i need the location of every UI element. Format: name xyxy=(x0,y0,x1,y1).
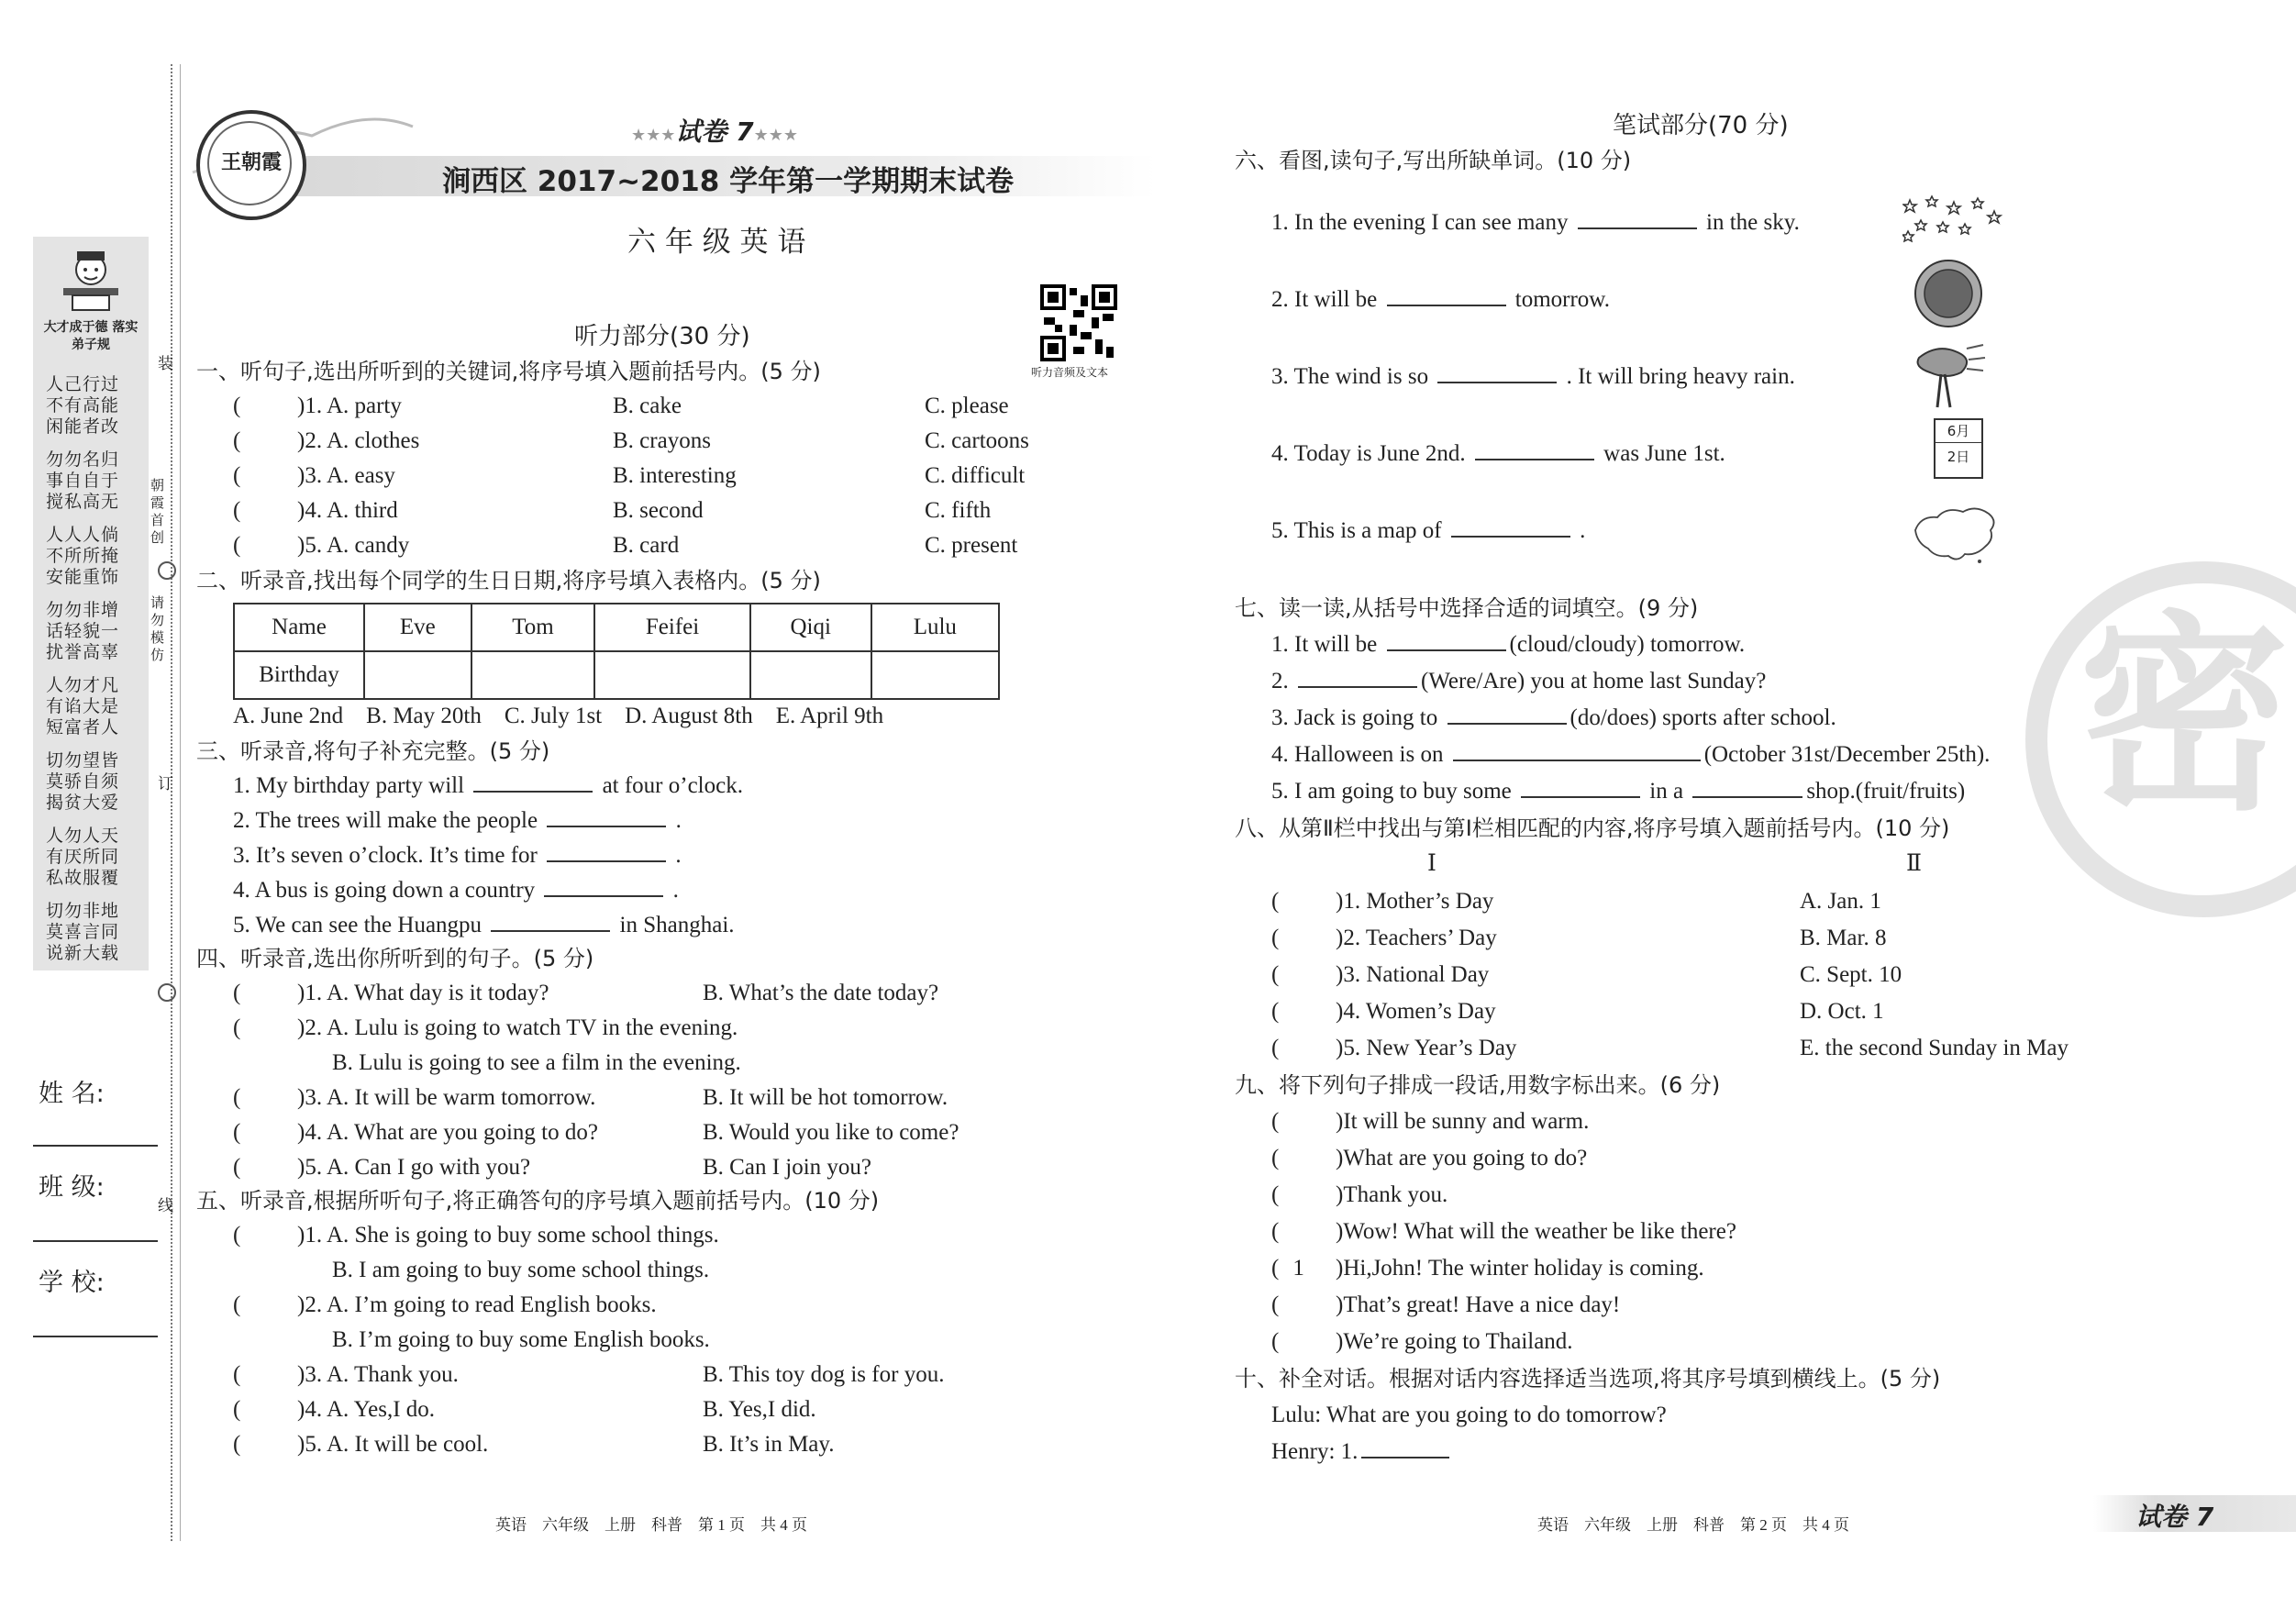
question-item xyxy=(233,389,1009,424)
logo-text: 王朝霞 xyxy=(220,150,282,174)
answer-paren[interactable]: ( xyxy=(233,981,241,1005)
motto-line: 勿勿非增 xyxy=(46,600,120,620)
option-c: C. present xyxy=(925,533,1018,558)
sentence-end: . xyxy=(675,843,682,868)
answer-paren[interactable]: ( xyxy=(1271,999,1280,1024)
answer-paren[interactable]: ( xyxy=(233,1155,241,1180)
sentence-start: 1. In the evening I can see many xyxy=(1271,210,1569,235)
table-header: Tom xyxy=(471,604,595,651)
option: E. April 9th xyxy=(775,704,884,728)
windy-tree-icon xyxy=(1910,339,1987,411)
answer-blank[interactable] xyxy=(547,805,666,827)
sentence: )Thank you. xyxy=(1336,1182,1448,1207)
motto-line: 安能重饰 xyxy=(46,567,120,587)
motto-line: 不所所掩 xyxy=(46,546,120,566)
table-header-row xyxy=(234,604,999,651)
match-left: )3. National Day xyxy=(1336,962,1490,987)
match-right: A. Jan. 1 xyxy=(1800,889,1881,914)
dialogue-speaker: Henry: 1. xyxy=(1271,1439,1359,1464)
question-item xyxy=(1271,437,1725,471)
question-item xyxy=(233,838,682,873)
answer-paren[interactable]: ( xyxy=(233,1120,241,1145)
question-item xyxy=(1271,1178,1447,1213)
class-field[interactable] xyxy=(33,1240,158,1242)
answer-blank[interactable] xyxy=(1387,284,1506,306)
answer-paren[interactable]: ( xyxy=(1271,926,1280,950)
section-2-title: 二、听录音,找出每个同学的生日日期,将序号填入表格内。(5 分) xyxy=(196,568,821,593)
sentence-end: (do/does) sports after school. xyxy=(1569,705,1836,730)
motto-line: 人己行过 xyxy=(46,374,120,394)
table-header: Feifei xyxy=(594,604,750,651)
section-2-options xyxy=(233,699,883,734)
answer-blank[interactable] xyxy=(547,840,666,862)
motto-line: 话轻貌一 xyxy=(46,621,120,641)
option-a: )3. A. It will be warm tomorrow. xyxy=(297,1085,596,1110)
sentence: )Wow! What will the weather be like there? xyxy=(1336,1219,1736,1244)
section-4-title: 四、听录音,选出你所听到的句子。(5 分) xyxy=(196,946,594,971)
exam-badge: ★★★试卷 7★★★ xyxy=(631,116,799,147)
question-item xyxy=(233,1427,835,1462)
dialogue-line: Lulu: What are you going to do tomorrow? xyxy=(1271,1403,1667,1427)
question-item xyxy=(1271,360,1795,394)
question-item xyxy=(1271,738,1990,772)
answer-blank[interactable] xyxy=(1453,739,1701,761)
answer-blank[interactable] xyxy=(1692,776,1802,798)
match-left: )5. New Year’s Day xyxy=(1336,1036,1517,1060)
motto-panel xyxy=(33,237,149,970)
motto-line: 揭贫大爱 xyxy=(46,793,120,813)
option-b: B. It will be hot tomorrow. xyxy=(703,1085,948,1110)
exam-subtitle: 六 年 级 英 语 xyxy=(627,226,806,259)
question-item xyxy=(1271,994,1884,1029)
sentence-end: at four o’clock. xyxy=(602,773,743,798)
school-field[interactable] xyxy=(33,1336,158,1337)
qr-code-icon[interactable] xyxy=(1040,284,1117,361)
option-b: B. This toy dog is for you. xyxy=(703,1362,945,1387)
china-map-icon xyxy=(1912,503,2000,567)
motto-line: 切勿望皆 xyxy=(46,750,120,771)
name-field[interactable] xyxy=(33,1145,158,1147)
question-item xyxy=(1271,283,1610,317)
secret-stamp-char: 密 xyxy=(2079,594,2290,839)
school-label: 学 校: xyxy=(39,1269,105,1297)
question-item xyxy=(1271,627,1745,662)
sentence-start: 4. Halloween is on xyxy=(1271,742,1444,767)
sentence-end: shop.(fruit/fruits) xyxy=(1806,779,1966,804)
question-item xyxy=(1271,1288,1620,1323)
motto-line: 有谄大是 xyxy=(46,696,120,716)
seal-circle-icon xyxy=(158,983,176,1002)
section-5-title: 五、听录音,根据所听句子,将正确答句的序号填入题前括号内。(10 分) xyxy=(196,1188,880,1214)
section-10-title: 十、补全对话。根据对话内容选择适当选项,将其序号填到横线上。(5 分) xyxy=(1235,1366,1941,1392)
seal-circle-icon xyxy=(158,561,176,580)
question-item xyxy=(233,1115,959,1150)
calendar-month: 6月 xyxy=(1936,420,1981,443)
match-right: C. Sept. 10 xyxy=(1800,962,1902,987)
option-c: C. fifth xyxy=(925,498,992,523)
answer-blank[interactable] xyxy=(1475,438,1594,460)
answer-blank[interactable] xyxy=(1387,629,1506,651)
table-header: Eve xyxy=(364,604,471,651)
table-row-label: Birthday xyxy=(234,651,364,699)
option-b: B. Can I join you? xyxy=(703,1155,872,1180)
option-a: )1. A. What day is it today? xyxy=(297,981,549,1005)
answer-cell[interactable] xyxy=(594,651,750,699)
motto-line: 说新大载 xyxy=(46,943,120,963)
option: C. July 1st xyxy=(504,704,603,728)
section-8-title: 八、从第Ⅱ栏中找出与第Ⅰ栏相匹配的内容,将序号填入题前括号内。(10 分) xyxy=(1235,815,1950,841)
question-item xyxy=(233,1150,872,1185)
exam-title: 涧西区 2017~2018 学年第一学期期末试卷 xyxy=(442,165,1015,198)
seal-char: 订 xyxy=(158,775,173,793)
answer-paren[interactable]: ( xyxy=(1271,1329,1285,1354)
sentence: )That’s great! Have a nice day! xyxy=(1336,1292,1621,1317)
option-b: B. second xyxy=(613,498,704,523)
answer-paren[interactable]: ( xyxy=(1271,1146,1285,1170)
vertical-note: 请勿模仿 xyxy=(150,594,165,663)
table-header: Name xyxy=(234,604,364,651)
option-a: )1. A. She is going to buy some school things. xyxy=(297,1223,719,1248)
answer-blank[interactable] xyxy=(1437,361,1557,383)
question-item xyxy=(1271,921,1887,956)
answer-blank[interactable] xyxy=(544,875,663,897)
sentence-end: in Shanghai. xyxy=(619,913,735,937)
question-item xyxy=(233,1288,657,1323)
exam-badge-text: 试卷 7 xyxy=(675,116,754,147)
sentence-end: . It will bring heavy rain. xyxy=(1566,364,1795,389)
option-b: B. crayons xyxy=(613,428,711,453)
motto-line: 搅私高无 xyxy=(46,492,120,512)
option-a: )2. A. clothes xyxy=(297,428,420,453)
logo-seal xyxy=(196,110,306,220)
section-3-title: 三、听录音,将句子补充完整。(5 分) xyxy=(196,738,550,764)
answer-blank[interactable] xyxy=(1361,1436,1449,1458)
option-a: )1. A. party xyxy=(297,394,402,418)
sentence-start: 3. It’s seven o’clock. It’s time for xyxy=(233,843,538,868)
match-right: E. the second Sunday in May xyxy=(1800,1036,2069,1060)
column-II-heading: Ⅱ xyxy=(1906,851,1922,876)
option-a: )4. A. third xyxy=(297,498,398,523)
name-label: 姓 名: xyxy=(39,1080,105,1108)
motto-line: 人勿人天 xyxy=(46,826,120,846)
question-item xyxy=(1271,514,1585,549)
question-item xyxy=(233,1081,948,1115)
sentence-start: 3. Jack is going to xyxy=(1271,705,1438,730)
column-I-heading: Ⅰ xyxy=(1427,851,1436,876)
birthday-table xyxy=(233,603,1000,700)
corner-badge-text: 试卷 7 xyxy=(2135,1502,2214,1532)
sentence-start: 5. We can see the Huangpu xyxy=(233,913,482,937)
question-item xyxy=(1271,884,1881,919)
answer-paren[interactable]: ( xyxy=(233,463,241,488)
answer-blank[interactable] xyxy=(1298,666,1417,688)
dialogue-line xyxy=(1271,1435,1453,1469)
vertical-note: 朝霞首创 xyxy=(150,477,165,546)
left-footer: 英语 六年级 上册 科普 第 1 页 共 4 页 xyxy=(495,1516,807,1534)
option: D. August 8th xyxy=(625,704,753,728)
stars-icon xyxy=(1902,194,2005,246)
answer-paren[interactable]: ( xyxy=(233,1085,241,1110)
option-b: B. What’s the date today? xyxy=(703,981,939,1005)
motto-line: 闲能者改 xyxy=(46,416,120,437)
motto-line: 莫骄自须 xyxy=(46,771,120,792)
order-number: 1 xyxy=(1292,1256,1304,1281)
answer-blank[interactable] xyxy=(1447,703,1567,725)
motto-line: 不有高能 xyxy=(46,395,120,416)
motto-line: 私故服覆 xyxy=(46,868,120,888)
match-left: )4. Women’s Day xyxy=(1336,999,1496,1024)
calendar-icon xyxy=(1934,418,1983,479)
question-item xyxy=(1271,1104,1589,1139)
sentence-start: 3. The wind is so xyxy=(1271,364,1429,389)
answer-paren[interactable]: ( xyxy=(233,1292,241,1317)
class-label: 班 级: xyxy=(39,1173,105,1202)
sentence-start: 2. xyxy=(1271,669,1289,693)
question-item xyxy=(233,424,1029,459)
option-b: B. Yes,I did. xyxy=(703,1397,816,1422)
sentence-end: . xyxy=(675,808,682,833)
option-b: B. card xyxy=(613,533,680,558)
calendar-day: 2日 xyxy=(1947,449,1970,465)
option-a: )5. A. It will be cool. xyxy=(297,1432,489,1457)
section-7-title: 七、读一读,从括号中选择合适的词填空。(9 分) xyxy=(1235,595,1699,621)
right-footer: 英语 六年级 上册 科普 第 2 页 共 4 页 xyxy=(1537,1516,1849,1534)
answer-paren[interactable]: ( xyxy=(233,1223,241,1248)
sentence-start: 1. It will be xyxy=(1271,632,1378,657)
question-item xyxy=(1271,701,1836,736)
match-right: B. Mar. 8 xyxy=(1800,926,1887,950)
answer-paren[interactable]: ( xyxy=(1271,1109,1285,1134)
match-right: D. Oct. 1 xyxy=(1800,999,1884,1024)
table-header: Qiqi xyxy=(750,604,871,651)
question-item xyxy=(1271,1325,1573,1359)
match-left: )2. Teachers’ Day xyxy=(1336,926,1497,950)
sentence: )It will be sunny and warm. xyxy=(1336,1109,1590,1134)
answer-cell[interactable] xyxy=(471,651,595,699)
seal-char: 线 xyxy=(158,1197,173,1215)
answer-blank[interactable] xyxy=(491,910,610,932)
question-item xyxy=(1271,774,1965,809)
option-a: )4. A. What are you going to do? xyxy=(297,1120,598,1145)
motto-line: 勿勿名归 xyxy=(46,449,120,470)
answer-blank[interactable] xyxy=(1521,776,1640,798)
question-item xyxy=(233,1011,738,1046)
sun-icon xyxy=(1912,257,1985,330)
option-a: )3. A. easy xyxy=(297,463,395,488)
section-6-title: 六、看图,读句子,写出所缺单词。(10 分) xyxy=(1235,148,1632,173)
sentence-end: . xyxy=(1580,518,1586,543)
sentence-start: 5. I am going to buy some xyxy=(1271,779,1512,804)
option-b: B. I am going to buy some school things. xyxy=(332,1258,710,1282)
answer-blank[interactable] xyxy=(1451,516,1570,538)
question-item xyxy=(233,1358,945,1392)
binding-solid-line xyxy=(180,64,181,1541)
question-item xyxy=(233,459,1026,494)
answer-paren[interactable]: ( xyxy=(233,1397,241,1422)
question-item xyxy=(1271,958,1902,993)
question-item xyxy=(1271,1251,1704,1286)
sentence-start: 5. This is a map of xyxy=(1271,518,1442,543)
answer-cell[interactable] xyxy=(364,651,471,699)
answer-paren[interactable]: ( xyxy=(1271,1219,1285,1244)
section-1-title: 一、听句子,选出所听到的关键词,将序号填入题前括号内。(5 分) xyxy=(196,359,821,384)
motto-line: 人人人倘 xyxy=(46,525,120,545)
writing-title: 笔试部分(70 分) xyxy=(1613,112,1789,139)
question-item xyxy=(1271,1141,1587,1176)
motto-line: 切勿非地 xyxy=(46,901,120,921)
option-a: )5. A. candy xyxy=(297,533,410,558)
seal-char: 装 xyxy=(158,355,173,373)
answer-paren[interactable]: ( xyxy=(233,1015,241,1040)
answer-paren[interactable]: ( xyxy=(233,533,241,558)
question-item xyxy=(233,804,682,838)
option: A. June 2nd xyxy=(233,704,344,728)
motto-line: 人勿才凡 xyxy=(46,675,120,695)
corner-badge xyxy=(2093,1495,2296,1532)
question-item xyxy=(233,873,679,908)
motto-line: 莫喜言同 xyxy=(46,922,120,942)
sentence-end: was June 1st. xyxy=(1603,441,1725,466)
answer-paren[interactable]: ( xyxy=(1271,1182,1285,1207)
question-item xyxy=(233,494,992,528)
answer-paren[interactable]: ( xyxy=(1271,962,1280,987)
question-item xyxy=(1271,664,1766,699)
sentence-end: (Were/Are) you at home last Sunday? xyxy=(1421,669,1767,693)
scholar-cartoon-icon xyxy=(59,244,123,313)
answer-cell[interactable] xyxy=(750,651,871,699)
secret-stamp xyxy=(2025,561,2296,917)
answer-paren[interactable]: ( xyxy=(233,394,241,418)
table-row xyxy=(234,651,999,699)
answer-blank[interactable] xyxy=(473,771,593,793)
option-a: )3. A. Thank you. xyxy=(297,1362,459,1387)
option-b: B. Would you like to come? xyxy=(703,1120,959,1145)
answer-paren[interactable]: ( xyxy=(233,1362,241,1387)
question-item xyxy=(1271,205,1800,240)
match-left: )1. Mother’s Day xyxy=(1336,889,1494,914)
listening-title: 听力部分(30 分) xyxy=(574,323,750,350)
option-c: C. difficult xyxy=(925,463,1026,488)
answer-blank[interactable] xyxy=(1578,207,1697,229)
motto-line: 短富者人 xyxy=(46,717,120,738)
answer-paren[interactable]: ( xyxy=(1271,889,1280,914)
answer-paren[interactable]: ( xyxy=(1271,1036,1280,1060)
answer-paren[interactable]: ( xyxy=(233,1432,241,1457)
sentence-mid: in a xyxy=(1649,779,1684,804)
option-b: B. I’m going to buy some English books. xyxy=(332,1327,710,1352)
sentence-end: tomorrow. xyxy=(1514,287,1610,312)
option-a: )4. A. Yes,I do. xyxy=(297,1397,436,1422)
answer-paren[interactable]: ( xyxy=(1271,1292,1285,1317)
question-item xyxy=(233,908,735,943)
answer-cell[interactable] xyxy=(871,651,999,699)
option-c: C. please xyxy=(925,394,1009,418)
option-c: C. cartoons xyxy=(925,428,1029,453)
option-b: B. cake xyxy=(613,394,682,418)
option-b: B. interesting xyxy=(613,463,737,488)
motto-top: 大才成于德 落实弟子规 xyxy=(43,320,139,352)
option-a: )2. A. Lulu is going to watch TV in the evening. xyxy=(297,1015,738,1040)
motto-line: 有厌所同 xyxy=(46,847,120,867)
sentence-start: 2. It will be xyxy=(1271,287,1378,312)
question-item xyxy=(1271,1031,2069,1066)
section-9-title: 九、将下列句子排成一段话,用数字标出来。(6 分) xyxy=(1235,1072,1721,1098)
answer-paren[interactable]: ( xyxy=(233,428,241,453)
motto-line: 事自自于 xyxy=(46,471,120,491)
sentence-start: 4. Today is June 2nd. xyxy=(1271,441,1466,466)
question-item xyxy=(233,1218,719,1253)
sentence-start: 4. A bus is going down a country xyxy=(233,878,536,903)
sentence-end: (October 31st/December 25th). xyxy=(1703,742,1991,767)
question-item xyxy=(233,769,743,804)
answer-paren[interactable]: ( 1 xyxy=(1271,1251,1336,1286)
option-a: )2. A. I’m going to read English books. xyxy=(297,1292,657,1317)
sentence-start: 1. My birthday party will xyxy=(233,773,465,798)
sentence: )What are you going to do? xyxy=(1336,1146,1588,1170)
question-item xyxy=(233,1392,816,1427)
sentence-end: (cloud/cloudy) tomorrow. xyxy=(1509,632,1746,657)
sentence: )We’re going to Thailand. xyxy=(1336,1329,1573,1354)
option-b: B. Lulu is going to see a film in the evening. xyxy=(332,1050,741,1075)
sentence-end: . xyxy=(672,878,679,903)
option-a: )5. A. Can I go with you? xyxy=(297,1155,531,1180)
question-item xyxy=(233,976,939,1011)
question-item xyxy=(1271,1214,1736,1249)
table-header: Lulu xyxy=(871,604,999,651)
sentence: )Hi,John! The winter holiday is coming. xyxy=(1336,1256,1704,1281)
option: B. May 20th xyxy=(366,704,482,728)
sentence-start: 2. The trees will make the people xyxy=(233,808,538,833)
motto-line: 扰誉高辜 xyxy=(46,642,120,662)
qr-caption: 听力音频及文本 xyxy=(1031,366,1109,379)
option-b: B. It’s in May. xyxy=(703,1432,835,1457)
sentence-end: in the sky. xyxy=(1706,210,1800,235)
binding-dotted-line xyxy=(171,64,172,1541)
answer-paren[interactable]: ( xyxy=(233,498,241,523)
question-item xyxy=(233,528,1018,563)
